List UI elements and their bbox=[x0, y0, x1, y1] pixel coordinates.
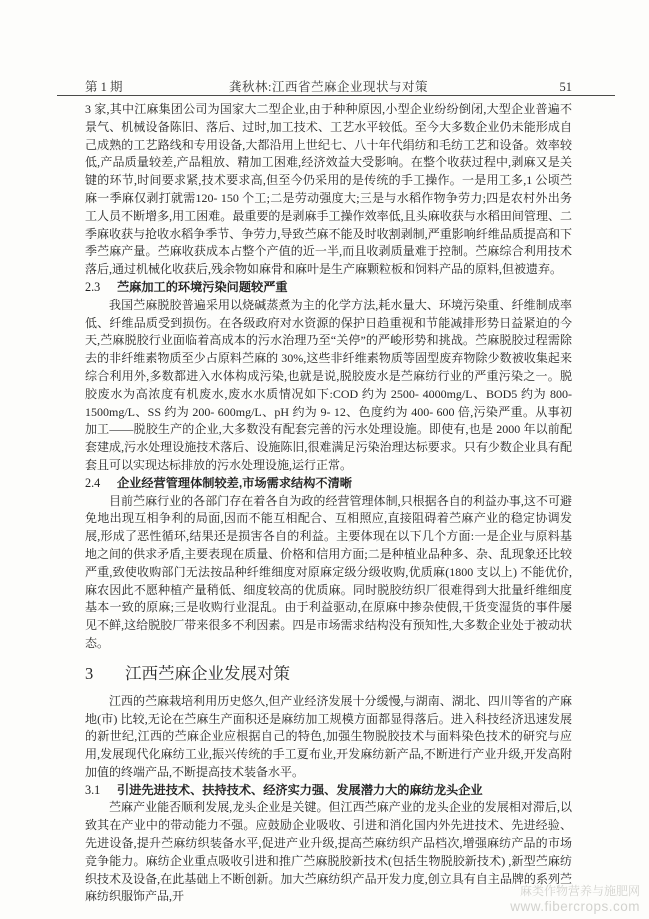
heading-number: 3.1 bbox=[85, 782, 101, 797]
page-header bbox=[85, 77, 572, 95]
heading-title: 江西苎麻企业发展对策 bbox=[125, 663, 290, 683]
subsection-heading-2-4 bbox=[85, 475, 572, 493]
running-title: 龚秋林:江西省苎麻企业现状与对策 bbox=[229, 80, 428, 94]
heading-title: 苎麻加工的环境污染问题较严重 bbox=[117, 279, 288, 294]
paragraph-pollution: 我国苎麻脱胶普遍采用以烧碱蒸煮为主的化学方法,耗水量大、环境污染重、纤维制成率低、纤维品质受到损伤。在各级政府对水资源的保护日趋重视和节能减排形势日益紧迫的今天,苎麻脱胶行业面临着高成本的污水治理乃至“关停”的严峻形势和挑战。苎麻脱胶过程需除去的非纤维素物质至少占原料苎麻的 30%,这些非纤维素物质等固型废弃物除少数被收集起来综合利用外,多数都进入水体构成污染,也就是说,脱胶废水是苎麻纺行业的严重污染之一。脱胶废水为高浓度有机废水,废水水质情况如下:COD 约为 2500- 4000mg/L、BOD5 约为 800- 1500mg/L、SS 约为 200- 600mg/L、pH 约为 9- 12、色度约为 400- 600 倍,污染严重。从事初加工——脱胶生产的企业,大多数没有配套完善的污水处理设施。即使有,也是 2000 年以前配套建成,污水处理设施技术落后、设施陈旧,很难满足污染治理达标要求。只有少数企业具有配套且可以实现达标排放的污水处理设施,运行正常。 bbox=[85, 297, 572, 472]
heading-title: 引进先进技术、扶持技术、经济实力强、发展潜力大的麻纺龙头企业 bbox=[117, 782, 483, 797]
paragraph-strategy-intro: 江西的苎麻栽培利用历史悠久,但产业经济发展十分缓慢,与湖南、湖北、四川等省的产麻地(市) 比较,无论在苎麻生产面积还是麻纺加工规模方面都显得落后。进入科技经济迅速发展的新世纪,江西的苎麻企业应根据自己的特色,加强生物脱胶技术与面料染色技术的研究与应用,发展现代化麻纺工业,振兴传统的手工夏布业,开发麻纺新产品,不断进行产业升级,开发高附加值的终端产品,不断提高技术装备水平。 bbox=[85, 693, 572, 779]
watermark-url: www.fibercrops.com bbox=[510, 899, 640, 914]
heading-number: 2.4 bbox=[85, 475, 101, 490]
paragraph-leading-enterprises: 苎麻产业能否顺利发展,龙头企业是关键。但江西苎麻产业的龙头企业的发展相对滞后,以致其在产业中的带动能力不强。应鼓励企业吸收、引进和消化国内外先进技术、先进经验、先进设备,提升苎麻纺织装备水平,促进产业升级,提高苎麻纺织产品档次,增强麻纺产品的市场竞争能力。麻纺企业重点吸收引进和推广苎麻脱胶新技术(包括生物脱胶新技术) ,新型苎麻纺织技术及设备,在此基础上不断创新。加大苎麻纺织产品开发力度,创立具有自主品牌的系列苎麻纺织服饰产品,开 bbox=[85, 800, 572, 904]
watermark-site-name: 麻类作物营养与施肥网 bbox=[519, 884, 640, 898]
subsection-heading-3-1 bbox=[85, 782, 572, 800]
page-number: 51 bbox=[559, 80, 572, 94]
paragraph-management: 目前苎麻行业的各部门存在着各自为政的经营管理体制,只根据各自的利益办事,这不可避免地出现互相争利的局面,因而不能互相配合、互相照应,直接阻碍着苎麻产业的稳定协调发展,形成了恶性循环,结果还是损害各自的利益。主要体现在以下几个方面:一是企业与原料基地之间的供求矛盾,主要表现在质量、价格和信用方面;二是种植业品种多、杂、乱现象还比较严重,致使收购部门无法按品种纤维细度对原麻定级分级收购,优质麻(1800 支以上) 不能优价,麻农因此不愿种植产量稍低、细度较高的优质麻。同时脱胶纺织厂很难得到大批量纤维细度基本一致的原麻;三是收购行业混乱。由于利益驱动,在原麻中掺杂使假,干货变湿货的事件屡见不鲜,这给脱胶厂带来很多不利因素。四是市场需求结构没有预知性,大多数企业处于被动状态。 bbox=[85, 493, 572, 650]
article-body bbox=[85, 101, 572, 906]
issue-number: 第 1 期 bbox=[85, 80, 123, 94]
watermark bbox=[510, 884, 640, 914]
header-rule bbox=[57, 95, 615, 96]
heading-title: 企业经营管理体制较差,市场需求结构不清晰 bbox=[117, 475, 352, 490]
subsection-heading-2-3 bbox=[85, 279, 572, 297]
paragraph-continuation: 3 家,其中江麻集团公司为国家大二型企业,由于种种原因,小型企业纷纷倒闭,大型企业普遍不景气、机械设备陈旧、落后、过时,加工技术、工艺水平较低。至今大多数企业仍未能形成自己成熟的工艺路线和专用设备,大都沿用上世纪七、八十年代绢纺和毛纺工艺和设备。效率较低,产品质量较差,产品粗放、精加工困难,经济效益大受影响。在整个收获过程中,剥麻又是关键的环节,时间要求紧,技术要求高,但至今仍采用的是传统的手工操作。一是用工多,1 公顷苎麻一季麻仅剥打就需120- 150 个工;二是劳动强度大;三是与水稻作物争劳力;四是农村外出务工人员不断增多,用工困难。最重要的是剥麻手工操作效率低,且头麻收获与水稻田间管理、二季麻收获与抢收水稻争季节、争劳力,导致苎麻不能及时收割剥制,严重影响纤维品质提高和下季苎麻产量。苎麻收获成本占整个产值的近一半,而且收剥质量难于控制。苎麻综合利用技术落后,通过机械化收获后,残余物如麻骨和麻叶是生产麻颗粒板和饲料产品的原料,但被遗弃。 bbox=[85, 102, 572, 277]
section-heading-3 bbox=[85, 662, 572, 686]
heading-number: 3 bbox=[85, 663, 94, 683]
heading-number: 2.3 bbox=[85, 279, 101, 294]
